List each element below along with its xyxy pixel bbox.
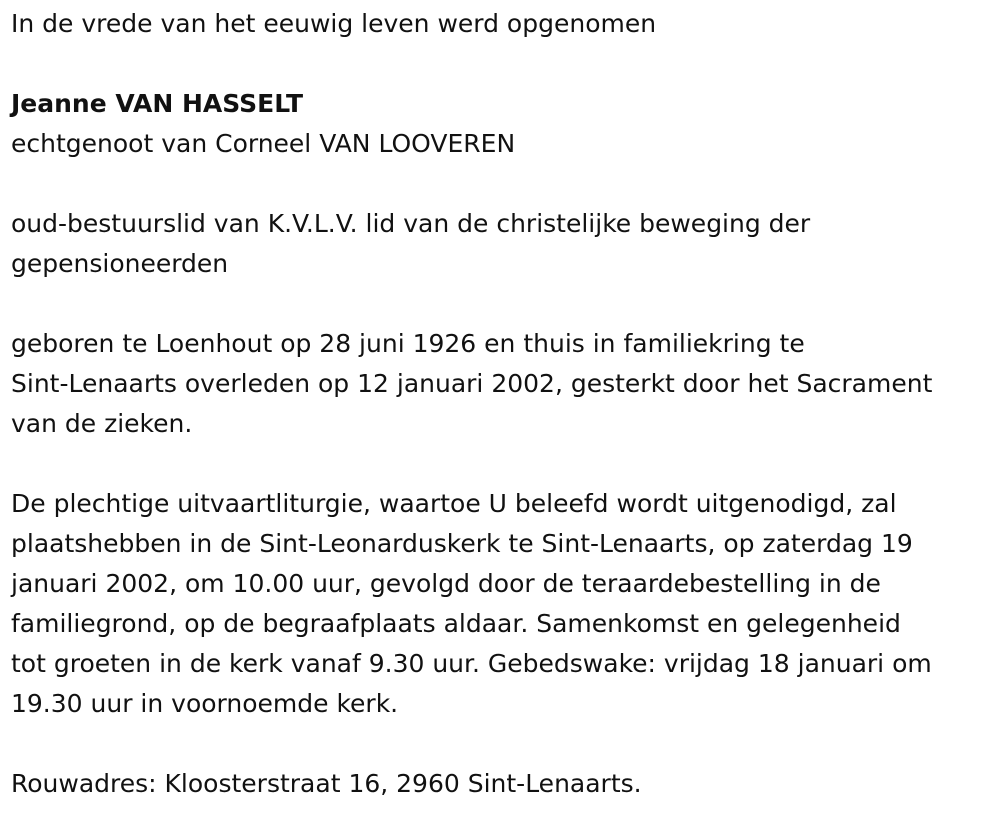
roles-line: gepensioneerden (11, 249, 229, 278)
funeral-line: familiegrond, op de begraafplaats aldaar. Samenkomst en gelegenheid (11, 609, 901, 638)
spacer (11, 164, 996, 204)
mourning-address: Rouwadres: Kloosterstraat 16, 2960 Sint-Lenaarts. (11, 769, 642, 798)
spacer (11, 724, 996, 764)
funeral-line: tot groeten in de kerk vanaf 9.30 uur. Gebedswake: vrijdag 18 januari om (11, 649, 932, 678)
roles-paragraph (11, 204, 996, 284)
funeral-line: januari 2002, om 10.00 uur, gevolgd door de teraardebestelling in de (11, 569, 881, 598)
obituary-notice (11, 4, 996, 804)
funeral-line: plaatshebben in de Sint-Leonarduskerk te Sint-Lenaarts, op zaterdag 19 (11, 529, 913, 558)
spacer (11, 284, 996, 324)
birth-death-line: geboren te Loenhout op 28 juni 1926 en thuis in familiekring te (11, 329, 805, 358)
birth-death-line: van de zieken. (11, 409, 193, 438)
birth-death-paragraph (11, 324, 996, 444)
deceased-name: Jeanne VAN HASSELT (11, 89, 304, 118)
funeral-line: De plechtige uitvaartliturgie, waartoe U beleefd wordt uitgenodigd, zal (11, 489, 897, 518)
birth-death-line: Sint-Lenaarts overleden op 12 januari 2002, gesterkt door het Sacrament (11, 369, 933, 398)
roles-line: oud-bestuurslid van K.V.L.V. lid van de christelijke beweging der (11, 209, 811, 238)
intro-text: In de vrede van het eeuwig leven werd opgenomen (11, 9, 657, 38)
funeral-paragraph (11, 484, 996, 724)
spacer (11, 444, 996, 484)
spacer (11, 44, 996, 84)
spouse-text: echtgenoot van Corneel VAN LOOVEREN (11, 129, 516, 158)
funeral-line: 19.30 uur in voornoemde kerk. (11, 689, 399, 718)
